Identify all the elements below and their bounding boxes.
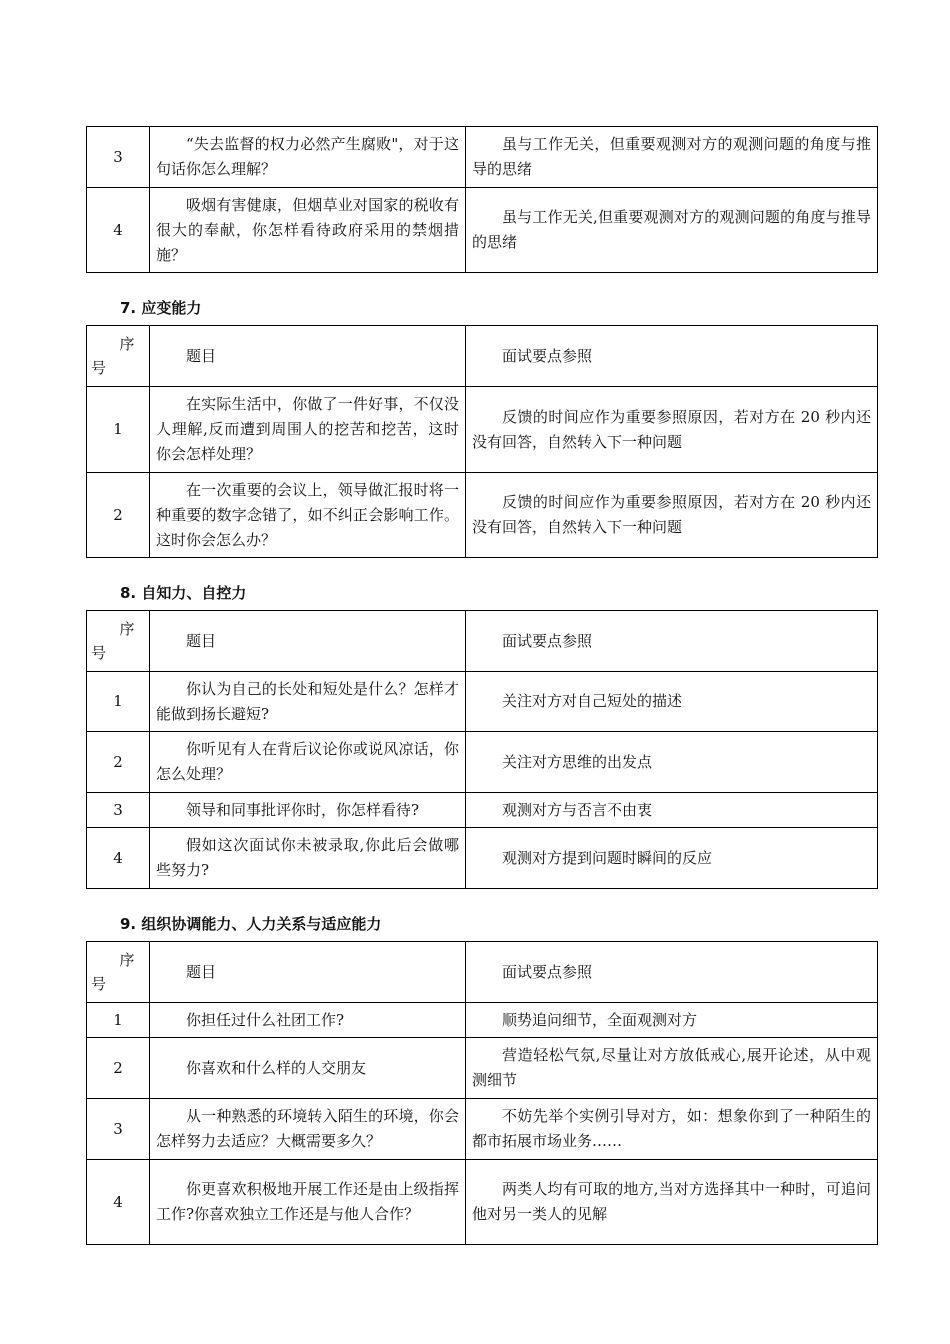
section-heading-8: 8. 自知力、自控力 [120,584,247,602]
reference-cell: 虽与工作无关,但重要观测对方的观测问题的角度与推导的思绪 [466,188,878,273]
question-cell: 领导和同事批评你时，你怎样看待? [150,793,466,828]
row-number: 3 [87,1099,150,1160]
question-cell: 在实际生活中，你做了一件好事，不仅没人理解,反而遭到周围人的挖苦和挖苦，这时你会怎样处理？ [150,387,466,473]
reference-cell: 营造轻松气氛,尽量让对方放低戒心,展开论述，从中观测细节 [466,1038,878,1099]
table-section7 [86,325,878,558]
row-number: 2 [87,732,150,793]
row-number: 1 [87,387,150,473]
row-number: 4 [87,828,150,889]
row-number: 4 [87,188,150,273]
table-header-row [87,611,878,672]
table-row [87,1099,878,1160]
table-header-row [87,326,878,387]
row-number: 1 [87,1003,150,1038]
header-question: 题目 [150,326,466,387]
reference-cell: 虽与工作无关，但重要观测对方的观测问题的角度与推导的思绪 [466,127,878,188]
section-heading-7: 7. 应变能力 [120,299,202,317]
table-row [87,188,878,273]
table-section8 [86,610,878,889]
table-section6-continued [86,126,878,273]
reference-cell: 观测对方与否言不由衷 [466,793,878,828]
reference-cell: 观测对方提到问题时瞬间的反应 [466,828,878,889]
table-header-row [87,942,878,1003]
reference-cell: 关注对方对自己短处的描述 [466,672,878,732]
row-number: 1 [87,672,150,732]
reference-cell: 两类人均有可取的地方,当对方选择其中一种时，可追问他对另一类人的见解 [466,1160,878,1245]
table-row [87,1038,878,1099]
table-row [87,732,878,793]
table-row [87,793,878,828]
question-cell: 你听见有人在背后议论你或说风凉话，你怎么处理？ [150,732,466,793]
question-cell: “失去监督的权力必然产生腐败"，对于这句话你怎么理解？ [150,127,466,188]
document-page [86,126,877,1245]
table-row [87,672,878,732]
row-number: 3 [87,127,150,188]
header-reference: 面试要点参照 [466,326,878,387]
question-cell: 你喜欢和什么样的人交朋友 [150,1038,466,1099]
question-cell: 假如这次面试你未被录取,你此后会做哪些努力? [150,828,466,889]
header-seq: 序 号 [87,326,150,387]
header-question: 题目 [150,942,466,1003]
table-row [87,473,878,558]
question-cell: 在一次重要的会议上，领导做汇报时将一种重要的数字念错了，如不纠正会影响工作。这时你会怎么办？ [150,473,466,558]
question-cell: 你更喜欢积极地开展工作还是由上级指挥工作?你喜欢独立工作还是与他人合作？ [150,1160,466,1245]
table-row [87,828,878,889]
row-number: 3 [87,793,150,828]
table-row [87,387,878,473]
table-row [87,1160,878,1245]
header-seq: 序 号 [87,942,150,1003]
reference-cell: 不妨先举个实例引导对方，如：想象你到了一种陌生的都市拓展市场业务…… [466,1099,878,1160]
section-heading-9: 9. 组织协调能力、人力关系与适应能力 [120,915,382,933]
header-reference: 面试要点参照 [466,611,878,672]
header-seq: 序 号 [87,611,150,672]
reference-cell: 顺势追问细节，全面观测对方 [466,1003,878,1038]
question-cell: 你担任过什么社团工作? [150,1003,466,1038]
question-cell: 吸烟有害健康，但烟草业对国家的税收有很大的奉献，你怎样看待政府采用的禁烟措施？ [150,188,466,273]
table-section9 [86,941,878,1245]
header-reference: 面试要点参照 [466,942,878,1003]
question-cell: 你认为自己的长处和短处是什么？怎样才能做到扬长避短? [150,672,466,732]
row-number: 4 [87,1160,150,1245]
row-number: 2 [87,1038,150,1099]
header-question: 题目 [150,611,466,672]
reference-cell: 反馈的时间应作为重要参照原因，若对方在 20 秒内还没有回答，自然转入下一种问题 [466,387,878,473]
row-number: 2 [87,473,150,558]
reference-cell: 关注对方思维的出发点 [466,732,878,793]
reference-cell: 反馈的时间应作为重要参照原因，若对方在 20 秒内还没有回答，自然转入下一种问题 [466,473,878,558]
table-row [87,127,878,188]
table-row [87,1003,878,1038]
question-cell: 从一种熟悉的环境转入陌生的环境，你会怎样努力去适应？大概需要多久？ [150,1099,466,1160]
